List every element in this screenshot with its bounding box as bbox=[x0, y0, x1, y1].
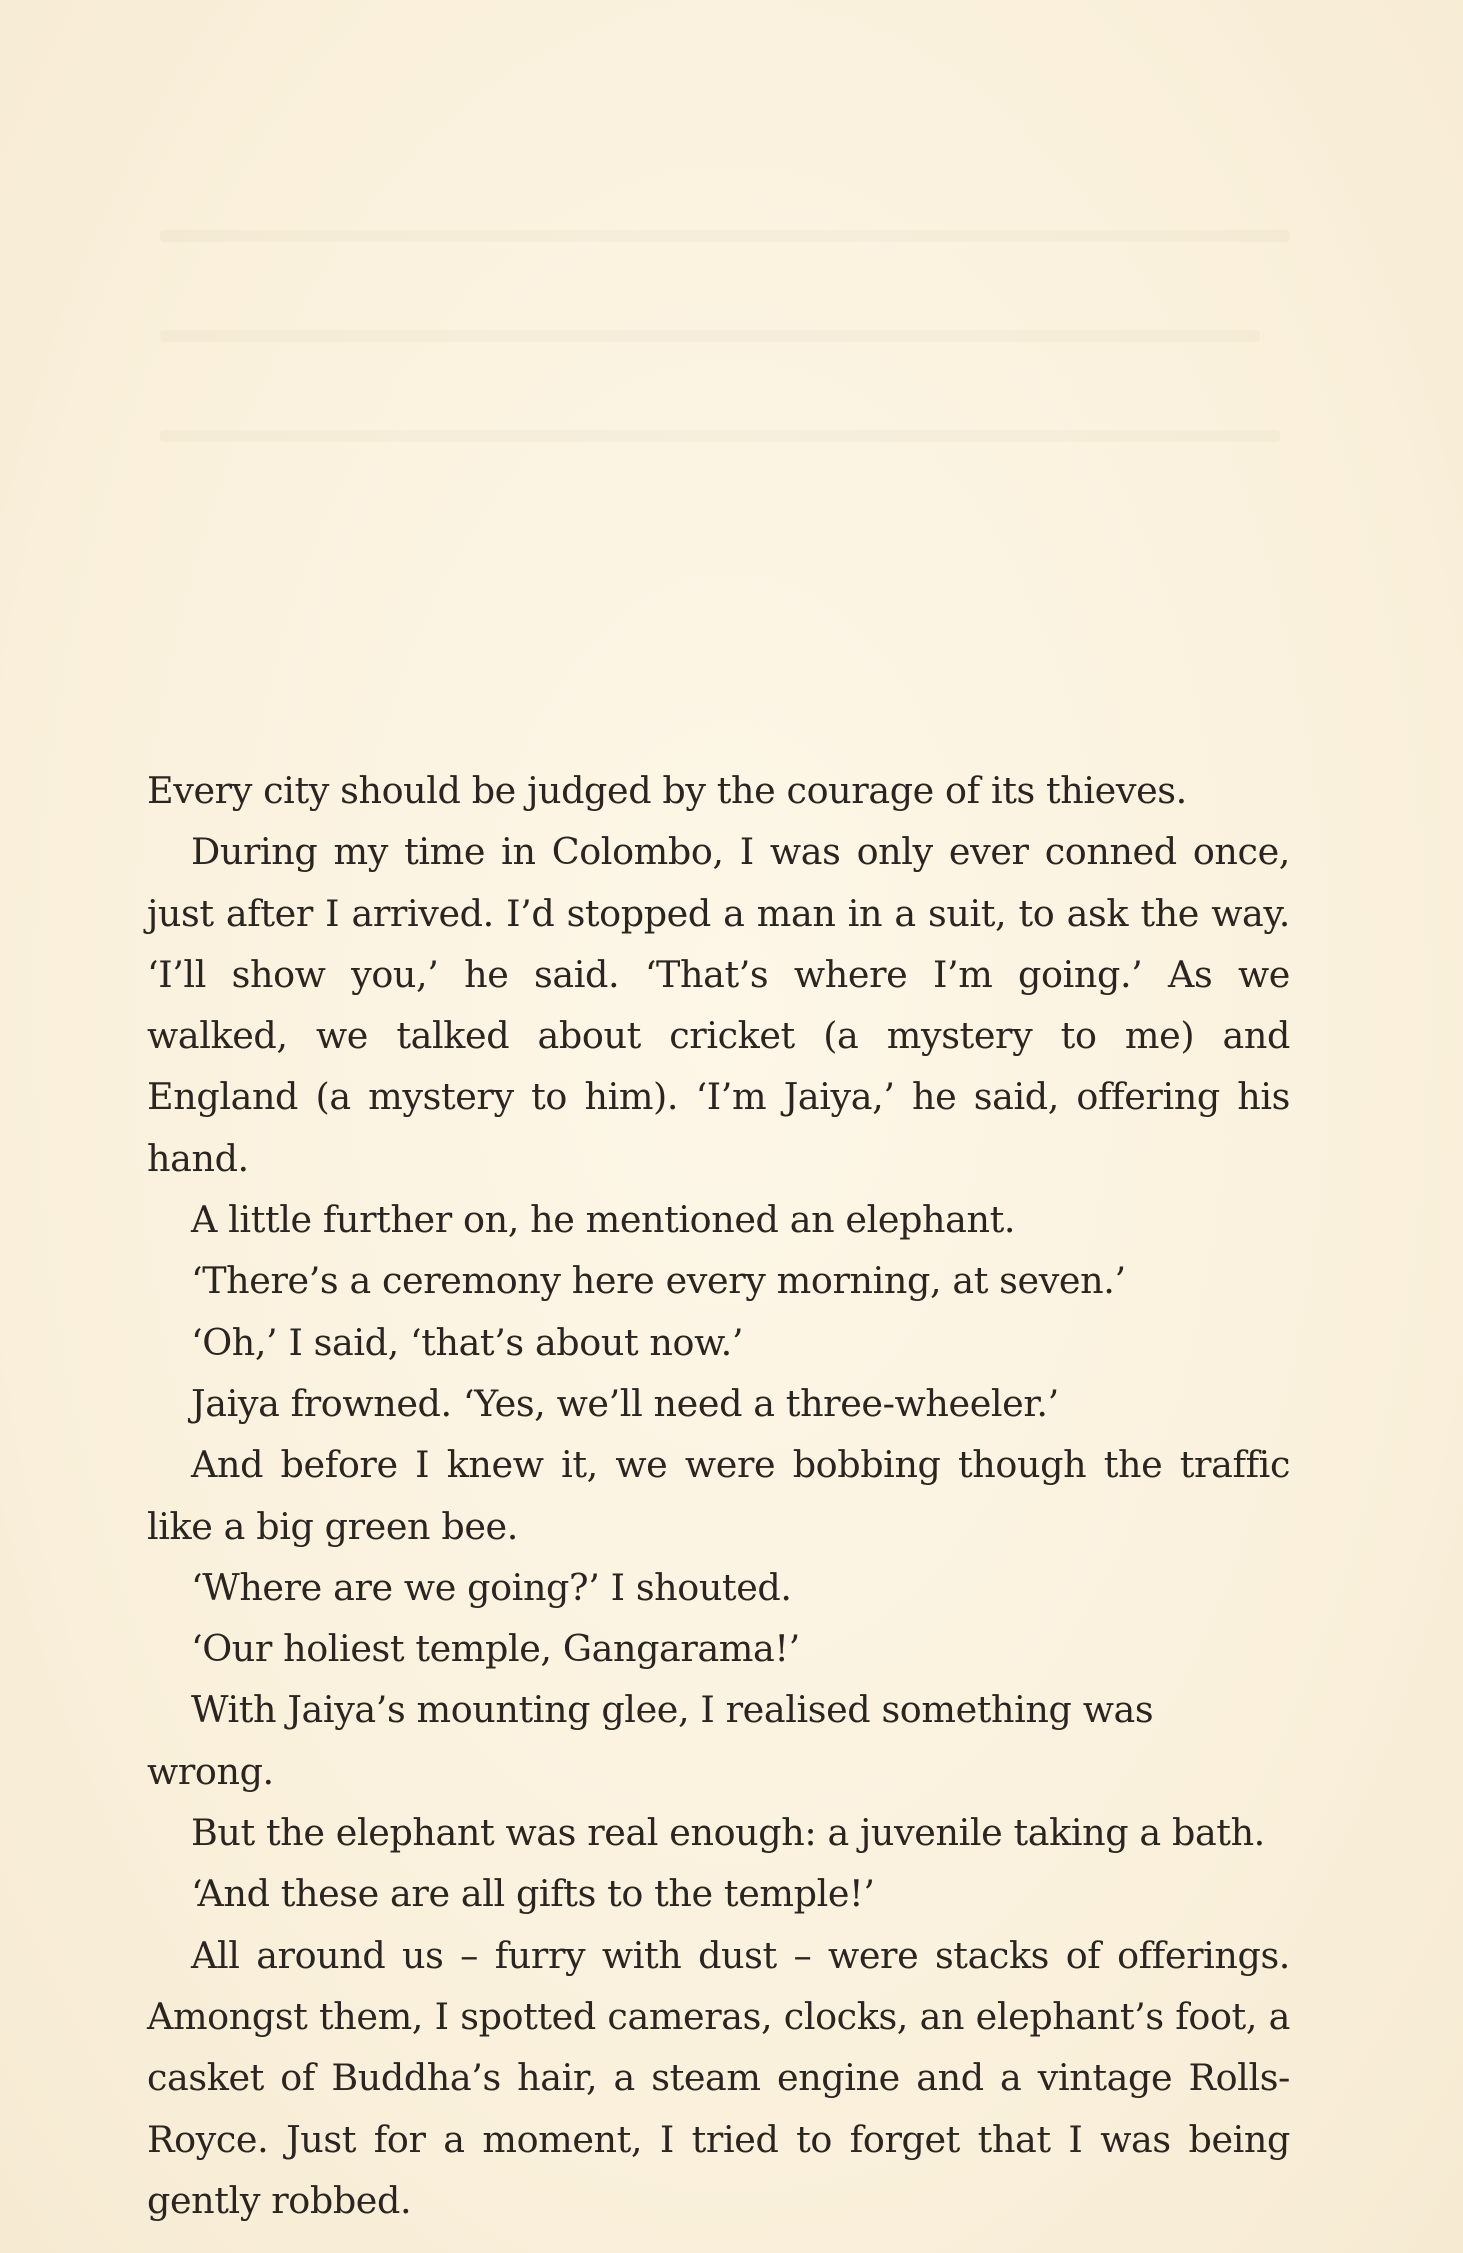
paragraph: Jaiya frowned. ‘Yes, we’ll need a three-wheeler.’ bbox=[191, 1381, 1059, 1425]
paragraph: ‘Our holiest temple, Gangarama!’ bbox=[191, 1627, 800, 1671]
paper-show-through bbox=[160, 330, 1260, 342]
paragraph: ‘And these are all gifts to the temple!’ bbox=[191, 1872, 875, 1916]
body-text bbox=[147, 760, 1290, 2231]
paragraph: ‘Oh,’ I said, ‘that’s about now.’ bbox=[191, 1320, 744, 1364]
paragraph: A little further on, he mentioned an elephant. bbox=[191, 1198, 1016, 1242]
opening-paragraph: Every city should be judged by the courage of its thieves. bbox=[147, 769, 1187, 812]
paragraph: But the elephant was real enough: a juvenile taking a bath. bbox=[191, 1811, 1265, 1855]
paragraph: And before I knew it, we were bobbing though the traffic like a big green bee. bbox=[147, 1443, 1290, 1548]
paper-show-through bbox=[160, 230, 1290, 242]
paragraph: All around us – furry with dust – were stacks of offerings. Amongst them, I spotted cameras, clocks, an elephant’s foot, a casket of Buddha’s hair, a steam engine and a vintage Rolls-Royce. Just for a moment, I tried to forget that I was being gently robbed. bbox=[147, 1933, 1290, 2222]
paragraph: During my time in Colombo, I was only ever conned once, just after I arrived. I’d stopped a man in a suit, to ask the way. ‘I’ll show you,’ he said. ‘That’s where I’m going.’ As we walked, we talked about cricket (a mystery to me) and England (a mystery to him). ‘I’m Jaiya,’ he said, offering his hand. bbox=[147, 830, 1290, 1180]
paragraph: With Jaiya’s mounting glee, I realised something was wrong. bbox=[147, 1688, 1154, 1793]
paragraph: ‘There’s a ceremony here every morning, at seven.’ bbox=[191, 1259, 1126, 1303]
paragraph: ‘Where are we going?’ I shouted. bbox=[191, 1565, 792, 1609]
paper-show-through bbox=[160, 430, 1280, 442]
